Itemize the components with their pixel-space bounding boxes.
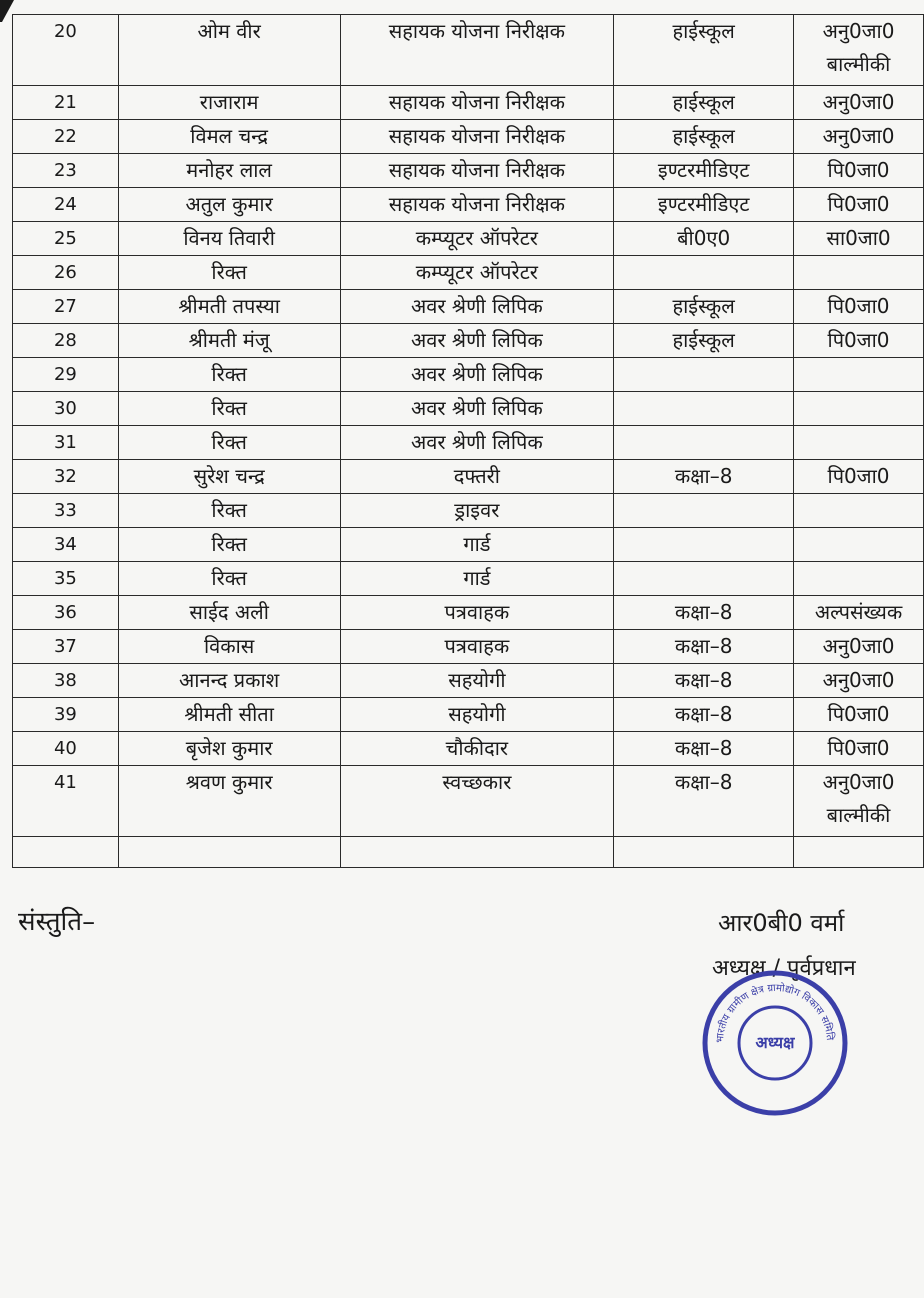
table-row — [13, 460, 924, 494]
name-cell: श्रीमती मंजू — [118, 324, 340, 358]
empty-cell — [794, 837, 924, 868]
serial-number-cell: 23 — [13, 154, 119, 188]
qualification-cell — [614, 562, 794, 596]
category-cell: पि0जा0 — [794, 290, 924, 324]
post-cell: अवर श्रेणी लिपिक — [340, 392, 614, 426]
serial-number-cell: 30 — [13, 392, 119, 426]
qualification-cell — [614, 256, 794, 290]
name-cell: रिक्त — [118, 562, 340, 596]
name-cell: रिक्त — [118, 528, 340, 562]
table-row — [13, 426, 924, 460]
post-cell: सहयोगी — [340, 698, 614, 732]
table-row — [13, 154, 924, 188]
qualification-cell — [614, 528, 794, 562]
post-cell: सहायक योजना निरीक्षक — [340, 15, 614, 86]
category-cell: पि0जा0 — [794, 460, 924, 494]
name-cell: साईद अली — [118, 596, 340, 630]
serial-number-cell: 36 — [13, 596, 119, 630]
name-cell: विमल चन्द्र — [118, 120, 340, 154]
qualification-cell: हाईस्कूल — [614, 86, 794, 120]
seal-ring-text: भारतीय ग्रामीण क्षेत्र ग्रामोद्योग विकास समिति — [714, 982, 836, 1044]
serial-number-cell: 25 — [13, 222, 119, 256]
signatory-name: आर0बी0 वर्मा — [718, 909, 845, 937]
post-cell: कम्प्यूटर ऑपरेटर — [340, 256, 614, 290]
post-cell: सहायक योजना निरीक्षक — [340, 188, 614, 222]
name-cell: रिक्त — [118, 392, 340, 426]
serial-number-cell: 35 — [13, 562, 119, 596]
qualification-cell: हाईस्कूल — [614, 15, 794, 86]
name-cell: राजाराम — [118, 86, 340, 120]
category-cell — [794, 528, 924, 562]
qualification-cell: कक्षा–8 — [614, 766, 794, 837]
qualification-cell: इण्टरमीडिएट — [614, 188, 794, 222]
seal-center-text: अध्यक्ष — [755, 1033, 795, 1052]
category-cell: अनु0जा0 — [794, 664, 924, 698]
serial-number-cell: 37 — [13, 630, 119, 664]
category-cell: अनु0जा0 — [794, 630, 924, 664]
empty-cell — [340, 837, 614, 868]
table-row — [13, 290, 924, 324]
qualification-cell: हाईस्कूल — [614, 290, 794, 324]
serial-number-cell: 31 — [13, 426, 119, 460]
table-row — [13, 494, 924, 528]
post-cell: सहायक योजना निरीक्षक — [340, 120, 614, 154]
category-cell: पि0जा0 — [794, 732, 924, 766]
name-cell: रिक्त — [118, 256, 340, 290]
post-cell: अवर श्रेणी लिपिक — [340, 426, 614, 460]
qualification-cell: हाईस्कूल — [614, 324, 794, 358]
serial-number-cell: 40 — [13, 732, 119, 766]
qualification-cell: कक्षा–8 — [614, 460, 794, 494]
name-cell: ओम वीर — [118, 15, 340, 86]
serial-number-cell: 28 — [13, 324, 119, 358]
serial-number-cell: 34 — [13, 528, 119, 562]
table-row — [13, 732, 924, 766]
category-cell: पि0जा0 — [794, 324, 924, 358]
name-cell: सुरेश चन्द्र — [118, 460, 340, 494]
name-cell: आनन्द प्रकाश — [118, 664, 340, 698]
category-cell — [794, 562, 924, 596]
post-cell: स्वच्छकार — [340, 766, 614, 837]
qualification-cell: कक्षा–8 — [614, 732, 794, 766]
category-cell: पि0जा0 — [794, 698, 924, 732]
post-cell: पत्रवाहक — [340, 596, 614, 630]
serial-number-cell: 33 — [13, 494, 119, 528]
qualification-cell — [614, 426, 794, 460]
post-cell: अवर श्रेणी लिपिक — [340, 324, 614, 358]
table-row — [13, 766, 924, 837]
table-row — [13, 358, 924, 392]
table-row — [13, 188, 924, 222]
serial-number-cell: 29 — [13, 358, 119, 392]
empty-cell — [118, 837, 340, 868]
recommendation-label: संस्तुति– — [18, 907, 96, 937]
serial-number-cell: 21 — [13, 86, 119, 120]
category-cell — [794, 392, 924, 426]
qualification-cell — [614, 358, 794, 392]
name-cell: रिक्त — [118, 494, 340, 528]
table-row — [13, 630, 924, 664]
category-cell: पि0जा0 — [794, 154, 924, 188]
name-cell: बृजेश कुमार — [118, 732, 340, 766]
official-seal — [700, 968, 850, 1118]
serial-number-cell: 32 — [13, 460, 119, 494]
table-row — [13, 15, 924, 86]
category-cell: अनु0जा0 — [794, 120, 924, 154]
name-cell: रिक्त — [118, 426, 340, 460]
qualification-cell: कक्षा–8 — [614, 596, 794, 630]
serial-number-cell: 39 — [13, 698, 119, 732]
serial-number-cell: 22 — [13, 120, 119, 154]
category-cell: अनु0जा0 बाल्मीकी — [794, 766, 924, 837]
post-cell: चौकीदार — [340, 732, 614, 766]
name-cell: श्रीमती तपस्या — [118, 290, 340, 324]
serial-number-cell: 20 — [13, 15, 119, 86]
table-row — [13, 324, 924, 358]
name-cell: विकास — [118, 630, 340, 664]
serial-number-cell: 27 — [13, 290, 119, 324]
category-cell — [794, 494, 924, 528]
table-row — [13, 528, 924, 562]
serial-number-cell: 41 — [13, 766, 119, 837]
name-cell: मनोहर लाल — [118, 154, 340, 188]
table-row — [13, 256, 924, 290]
table-row — [13, 86, 924, 120]
table-row-empty — [13, 837, 924, 868]
serial-number-cell: 38 — [13, 664, 119, 698]
qualification-cell: बी0ए0 — [614, 222, 794, 256]
qualification-cell: इण्टरमीडिएट — [614, 154, 794, 188]
post-cell: सहायक योजना निरीक्षक — [340, 154, 614, 188]
post-cell: गार्ड — [340, 528, 614, 562]
name-cell: श्रीमती सीता — [118, 698, 340, 732]
post-cell: अवर श्रेणी लिपिक — [340, 290, 614, 324]
post-cell: दफ्तरी — [340, 460, 614, 494]
name-cell: अतुल कुमार — [118, 188, 340, 222]
category-cell — [794, 256, 924, 290]
staff-table-body — [13, 15, 924, 868]
category-cell: सा0जा0 — [794, 222, 924, 256]
qualification-cell: कक्षा–8 — [614, 630, 794, 664]
table-row — [13, 698, 924, 732]
category-cell: पि0जा0 — [794, 188, 924, 222]
category-cell — [794, 358, 924, 392]
category-cell: अनु0जा0 — [794, 86, 924, 120]
name-cell: श्रवण कुमार — [118, 766, 340, 837]
qualification-cell — [614, 494, 794, 528]
post-cell: गार्ड — [340, 562, 614, 596]
post-cell: कम्प्यूटर ऑपरेटर — [340, 222, 614, 256]
table-row — [13, 562, 924, 596]
empty-cell — [614, 837, 794, 868]
post-cell: पत्रवाहक — [340, 630, 614, 664]
table-row — [13, 664, 924, 698]
table-row — [13, 392, 924, 426]
category-cell — [794, 426, 924, 460]
serial-number-cell: 26 — [13, 256, 119, 290]
post-cell: सहायक योजना निरीक्षक — [340, 86, 614, 120]
table-row — [13, 120, 924, 154]
post-cell: अवर श्रेणी लिपिक — [340, 358, 614, 392]
signatory-title: अध्यक्ष / पूर्वप्रधान — [712, 956, 856, 981]
category-cell: अनु0जा0 बाल्मीकी — [794, 15, 924, 86]
staff-table — [12, 14, 924, 868]
category-cell: अल्पसंख्यक — [794, 596, 924, 630]
name-cell: रिक्त — [118, 358, 340, 392]
name-cell: विनय तिवारी — [118, 222, 340, 256]
post-cell: ड्राइवर — [340, 494, 614, 528]
serial-number-cell: 24 — [13, 188, 119, 222]
empty-cell — [13, 837, 119, 868]
post-cell: सहयोगी — [340, 664, 614, 698]
qualification-cell: कक्षा–8 — [614, 698, 794, 732]
qualification-cell: हाईस्कूल — [614, 120, 794, 154]
table-row — [13, 596, 924, 630]
qualification-cell — [614, 392, 794, 426]
qualification-cell: कक्षा–8 — [614, 664, 794, 698]
table-row — [13, 222, 924, 256]
